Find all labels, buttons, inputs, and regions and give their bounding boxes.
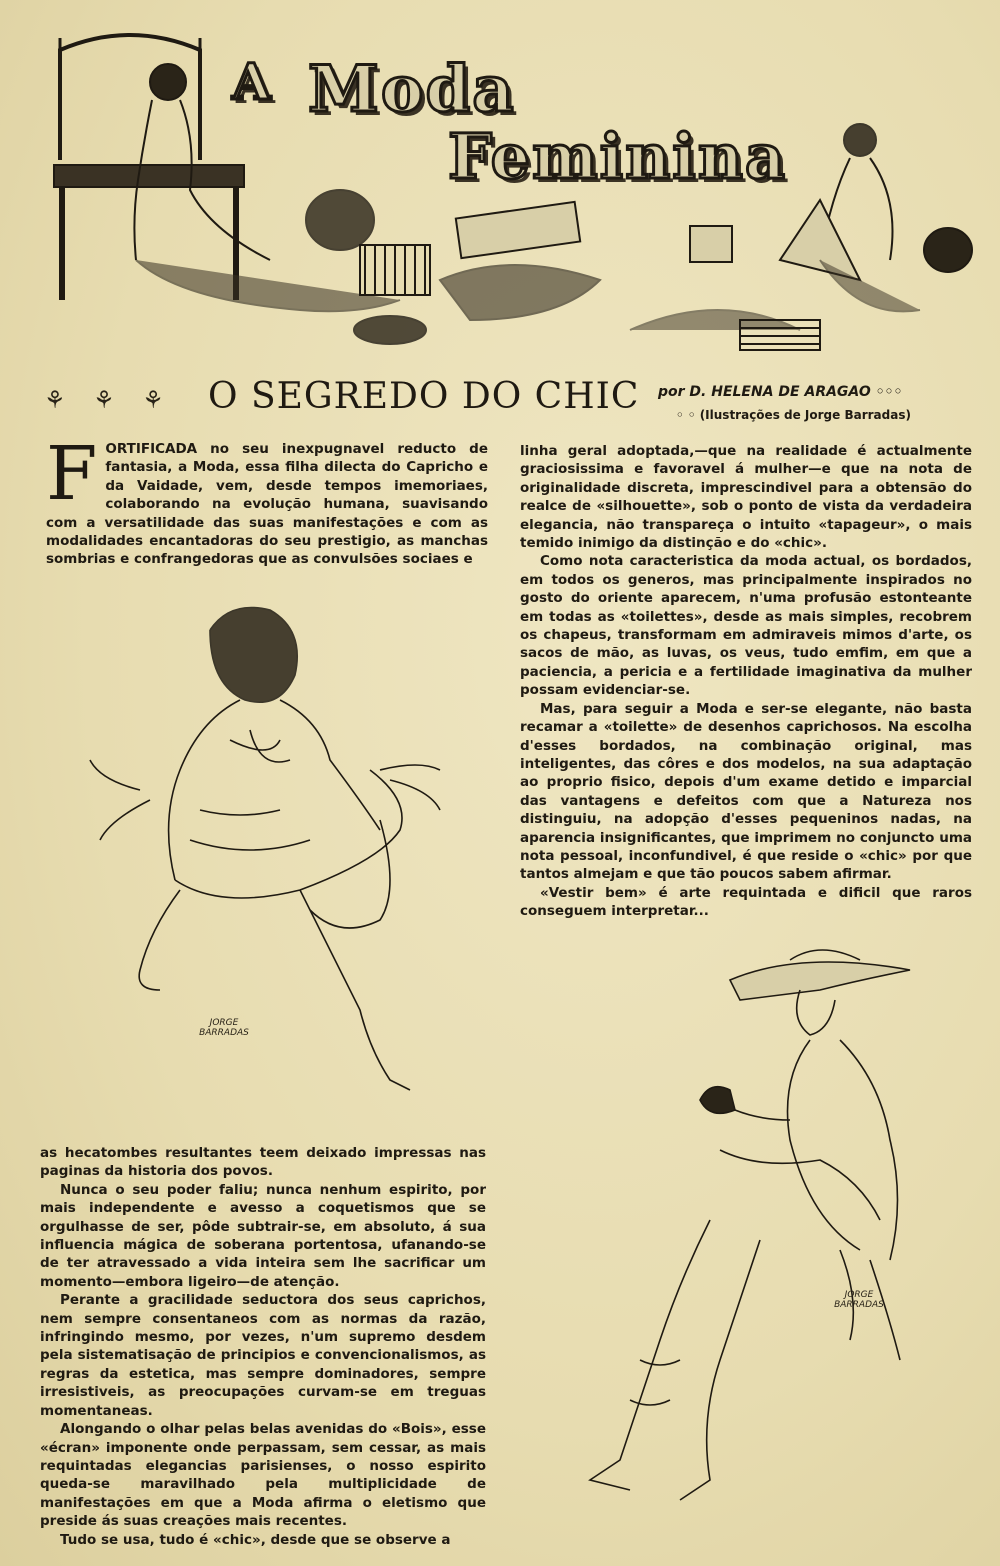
paragraph: Como nota caracteristica da moda actual, os bordados, em todos os generos, mas principalmente inspirados no gosto do oriente aparecem, n'uma profusão estonteante em todas as «toilettes», desde as mais simples, recobrem os chapeus, transformam em admiraveis mimos d'arte, os sacos de mão, as luvas, os veus, tudo emfim, em que a paciencia, a pericia e a fertilidade imaginativa da mulher possam evidenciar-se. [520,553,972,699]
opening-text: ORTIFICADA no seu inexpugnavel reducto de fantasia, a Moda, essa filha dilecta do Capricho e da Vaidade, vem, desde tempos imemoriaes, colaborando na evolução humana, suavisando com a versatilidade das suas manifestações e com as modalidades encantadoras do seu prestigio, as manchas sombrias e confrangedoras que as convulsões sociaes e [46,441,488,568]
paragraph: linha geral adoptada,—que na realidade é actualmente graciosissima e favoravel á mulher—e que na nota de originalidade discreta, imprescindivel para a obtensão do realce de «silhouette», sob o ponto de vista da verdadeira elegancia, não transpareça o intuito «tapageur», o mais temido inimigo da distinção e do «chic». [520,443,972,552]
masthead-word-feminina: Feminina [448,120,788,193]
paragraph: Perante a gracilidade seductora dos seus caprichos, nem sempre consentaneos com as normas da razão, infringindo mesmo, por vezes, n'um supremo desdem pela sistematisação de principios e convencionalismos, as regras da estetica, mas sempre dominadores, sempre irresistiveis, as preocupações curvam-se em treguas momentaneas. [40,1292,486,1419]
masthead-word-moda: Moda [308,52,516,127]
paragraph: Mas, para seguir a Moda e ser-se elegante, não basta recamar a «toilette» de desenhos caprichosos. Na escolha d'esses bordados, na combinação original, mas inteligentes, das côres e dos modelos, na sua adaptação ao proprio fisico, depois d'um exame detido e imparcial das vantagens e defeitos com que a Natureza nos distinguiu, na adopção d'esses pequeninos nadas, na aparencia insignificantes, que imprimem no conjuncto uma nota pessoal, inconfundivel, é que reside o «chic» por que tantos almejam e que tão poucos sabem afirmar. [520,700,972,883]
left-column-top [46,431,488,569]
paragraph: «Vestir bem» é arte requintada e dificil que raros conseguem interpretar... [520,884,972,920]
illustration-woman-with-hat [560,920,940,1520]
illustration-credit: ◦ ◦ (Ilustrações de Jorge Barradas) [676,408,911,422]
artist-signature-1: JORGE BARRADAS [199,1018,249,1038]
opening-paragraph [46,431,488,569]
paragraph: Nunca o seu poder faliu; nunca nenhum espirito, por mais independente e avesso a coquetismos que se orgulhasse de ser, pôde subtrair-se, em absoluto, á sua influencia mágica de soberana portentosa, ufanando-se de ter atravessado a vida inteira sem lhe sacrificar um momento—embora ligeiro—de atenção. [40,1181,486,1290]
right-column [520,442,972,921]
article-title: O SEGREDO DO CHIC [208,376,640,417]
paragraph: Alongando o olhar pelas belas avenidas do «Bois», esse «écran» imponente onde perpassam, sem cessar, as mais requintadas elegancias parisienses, o nosso espirito queda-se maravilhado pela multiplicidade de manifestações em que a Moda afirma o eletismo que preside ás suas creações mais recentes. [40,1421,486,1530]
left-column-bottom [40,1144,486,1549]
paragraph: as hecatombes resultantes teem deixado impressas nas paginas da historia dos povos. [40,1145,486,1180]
artist-signature-2: JORGE BARRADAS [834,1290,884,1310]
paragraph: Tudo se usa, tudo é «chic», desde que se observe a [60,1531,451,1548]
article-byline: por D. HELENA DE ARAGAO ◦◦◦ [658,384,903,400]
drop-cap: F [46,431,98,517]
illustration-seated-woman [80,590,460,1110]
section-heading [40,372,980,430]
masthead-word-a: A [232,52,273,111]
flower-ornaments: ⚘ ⚘ ⚘ [44,386,174,414]
